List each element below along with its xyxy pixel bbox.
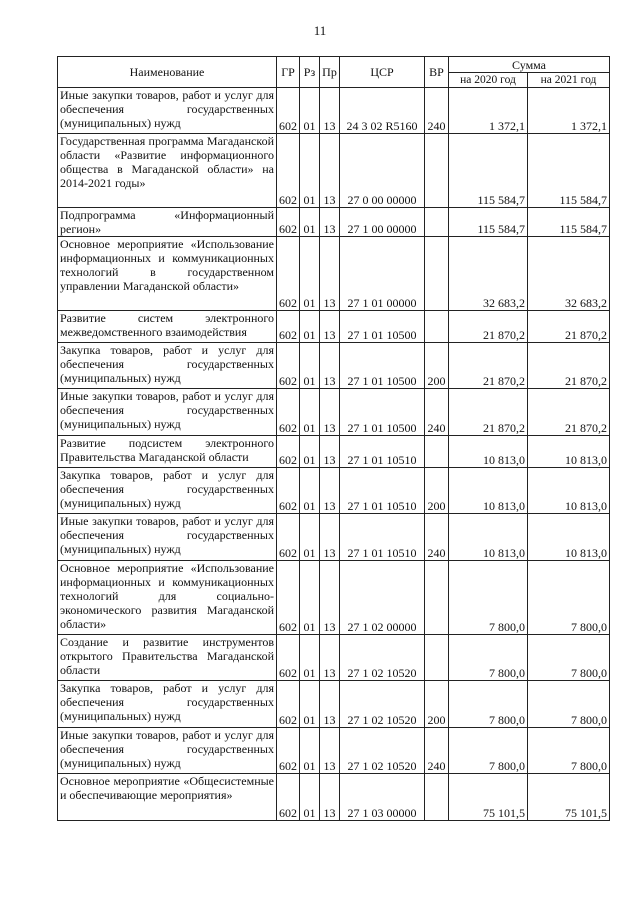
row-gr: 602 <box>277 561 300 635</box>
row-vr <box>425 635 449 681</box>
row-sum-2021: 32 683,2 <box>528 237 610 311</box>
row-sum-2020: 10 813,0 <box>449 514 528 561</box>
header-gr: ГР <box>277 57 300 88</box>
row-sum-2020: 1 372,1 <box>449 88 528 134</box>
row-sum-2021: 7 800,0 <box>528 635 610 681</box>
row-csr: 27 1 01 10510 <box>340 468 425 514</box>
row-rz: 01 <box>300 774 320 821</box>
table-row <box>58 728 610 774</box>
row-csr: 27 1 02 10520 <box>340 681 425 728</box>
row-csr: 27 1 01 00000 <box>340 237 425 311</box>
row-pr: 13 <box>320 343 340 389</box>
row-gr: 602 <box>277 134 300 208</box>
row-name: Иные закупки товаров, работ и услуг для обеспечения государственных (муниципальных) нужд <box>58 389 277 436</box>
table-row <box>58 389 610 436</box>
row-gr: 602 <box>277 681 300 728</box>
row-name: Иные закупки товаров, работ и услуг для обеспечения государственных (муниципальных) нужд <box>58 514 277 561</box>
row-sum-2020: 7 800,0 <box>449 728 528 774</box>
row-pr: 13 <box>320 436 340 468</box>
table-row <box>58 88 610 134</box>
table-row <box>58 514 610 561</box>
table-row <box>58 134 610 208</box>
row-rz: 01 <box>300 468 320 514</box>
row-pr: 13 <box>320 88 340 134</box>
table-row <box>58 468 610 514</box>
row-sum-2020: 10 813,0 <box>449 436 528 468</box>
row-pr: 13 <box>320 774 340 821</box>
row-vr: 200 <box>425 343 449 389</box>
table-header-row <box>58 57 610 73</box>
header-name: Наименование <box>58 57 277 88</box>
row-name: Основное мероприятие «Использование информационных и коммуникационных технологий в государственном управлении Магаданской области» <box>58 237 277 311</box>
row-gr: 602 <box>277 774 300 821</box>
row-sum-2020: 115 584,7 <box>449 134 528 208</box>
header-csr: ЦСР <box>340 57 425 88</box>
row-rz: 01 <box>300 343 320 389</box>
row-sum-2021: 1 372,1 <box>528 88 610 134</box>
row-sum-2020: 115 584,7 <box>449 208 528 237</box>
row-sum-2021: 7 800,0 <box>528 561 610 635</box>
row-gr: 602 <box>277 468 300 514</box>
row-pr: 13 <box>320 311 340 343</box>
row-rz: 01 <box>300 134 320 208</box>
row-sum-2021: 115 584,7 <box>528 134 610 208</box>
row-sum-2021: 10 813,0 <box>528 514 610 561</box>
row-name: Закупка товаров, работ и услуг для обеспечения государственных (муниципальных) нужд <box>58 343 277 389</box>
row-rz: 01 <box>300 208 320 237</box>
row-pr: 13 <box>320 237 340 311</box>
row-pr: 13 <box>320 389 340 436</box>
row-csr: 27 1 02 10520 <box>340 728 425 774</box>
row-vr <box>425 311 449 343</box>
row-name: Развитие систем электронного межведомственного взаимодействия <box>58 311 277 343</box>
row-sum-2021: 7 800,0 <box>528 681 610 728</box>
row-pr: 13 <box>320 514 340 561</box>
table-row <box>58 635 610 681</box>
row-gr: 602 <box>277 728 300 774</box>
table-row <box>58 343 610 389</box>
row-vr <box>425 436 449 468</box>
row-name: Государственная программа Магаданской области «Развитие информационного общества в Магаданской области» на 2014-2021 годы» <box>58 134 277 208</box>
row-sum-2021: 21 870,2 <box>528 311 610 343</box>
row-sum-2020: 7 800,0 <box>449 681 528 728</box>
row-rz: 01 <box>300 237 320 311</box>
row-sum-2020: 32 683,2 <box>449 237 528 311</box>
row-sum-2020: 21 870,2 <box>449 343 528 389</box>
row-name: Подпрограмма «Информационный регион» <box>58 208 277 237</box>
row-vr <box>425 134 449 208</box>
row-name: Основное мероприятие «Использование информационных и коммуникационных технологий для социально-экономического развития Магаданской области» <box>58 561 277 635</box>
row-rz: 01 <box>300 635 320 681</box>
table-row <box>58 561 610 635</box>
row-rz: 01 <box>300 681 320 728</box>
row-name: Создание и развитие инструментов открытого Правительства Магаданской области <box>58 635 277 681</box>
row-csr: 27 1 02 10520 <box>340 635 425 681</box>
row-pr: 13 <box>320 561 340 635</box>
table-row <box>58 681 610 728</box>
row-csr: 27 1 01 10510 <box>340 514 425 561</box>
row-gr: 602 <box>277 88 300 134</box>
table-row <box>58 237 610 311</box>
row-name: Иные закупки товаров, работ и услуг для обеспечения государственных (муниципальных) нужд <box>58 728 277 774</box>
page-number: 11 <box>313 23 327 38</box>
row-vr: 240 <box>425 728 449 774</box>
row-sum-2020: 7 800,0 <box>449 561 528 635</box>
row-pr: 13 <box>320 134 340 208</box>
row-sum-2021: 10 813,0 <box>528 436 610 468</box>
row-gr: 602 <box>277 237 300 311</box>
row-pr: 13 <box>320 728 340 774</box>
row-gr: 602 <box>277 514 300 561</box>
row-name: Закупка товаров, работ и услуг для обеспечения государственных (муниципальных) нужд <box>58 681 277 728</box>
row-gr: 602 <box>277 389 300 436</box>
row-gr: 602 <box>277 208 300 237</box>
table-row <box>58 208 610 237</box>
row-sum-2021: 75 101,5 <box>528 774 610 821</box>
row-rz: 01 <box>300 561 320 635</box>
table-row <box>58 774 610 821</box>
row-gr: 602 <box>277 343 300 389</box>
row-sum-2021: 10 813,0 <box>528 468 610 514</box>
row-vr <box>425 774 449 821</box>
row-vr: 240 <box>425 88 449 134</box>
row-pr: 13 <box>320 468 340 514</box>
row-name: Иные закупки товаров, работ и услуг для обеспечения государственных (муниципальных) нужд <box>58 88 277 134</box>
header-vr: ВР <box>425 57 449 88</box>
table-row <box>58 311 610 343</box>
row-vr <box>425 237 449 311</box>
header-pr: Пр <box>320 57 340 88</box>
row-vr: 240 <box>425 389 449 436</box>
row-vr: 240 <box>425 514 449 561</box>
row-sum-2020: 75 101,5 <box>449 774 528 821</box>
row-sum-2020: 21 870,2 <box>449 389 528 436</box>
budget-table <box>57 56 610 821</box>
row-name: Развитие подсистем электронного Правительства Магаданской области <box>58 436 277 468</box>
row-rz: 01 <box>300 728 320 774</box>
row-gr: 602 <box>277 311 300 343</box>
row-name: Основное мероприятие «Общесистемные и обеспечивающие мероприятия» <box>58 774 277 821</box>
row-sum-2020: 21 870,2 <box>449 311 528 343</box>
row-csr: 27 1 01 10500 <box>340 389 425 436</box>
row-vr: 200 <box>425 681 449 728</box>
header-rz: Рз <box>300 57 320 88</box>
row-csr: 27 1 02 00000 <box>340 561 425 635</box>
row-vr <box>425 561 449 635</box>
row-vr: 200 <box>425 468 449 514</box>
row-rz: 01 <box>300 436 320 468</box>
row-sum-2020: 10 813,0 <box>449 468 528 514</box>
row-csr: 24 3 02 R5160 <box>340 88 425 134</box>
row-csr: 27 1 01 10500 <box>340 343 425 389</box>
row-sum-2020: 7 800,0 <box>449 635 528 681</box>
header-year-2020: на 2020 год <box>449 73 528 88</box>
row-gr: 602 <box>277 436 300 468</box>
row-sum-2021: 21 870,2 <box>528 389 610 436</box>
row-pr: 13 <box>320 208 340 237</box>
header-sum: Сумма <box>449 57 610 73</box>
row-rz: 01 <box>300 88 320 134</box>
row-csr: 27 1 00 00000 <box>340 208 425 237</box>
row-sum-2021: 7 800,0 <box>528 728 610 774</box>
row-csr: 27 0 00 00000 <box>340 134 425 208</box>
row-sum-2021: 115 584,7 <box>528 208 610 237</box>
table-row <box>58 436 610 468</box>
row-sum-2021: 21 870,2 <box>528 343 610 389</box>
row-csr: 27 1 01 10510 <box>340 436 425 468</box>
row-rz: 01 <box>300 389 320 436</box>
row-gr: 602 <box>277 635 300 681</box>
row-csr: 27 1 03 00000 <box>340 774 425 821</box>
row-rz: 01 <box>300 311 320 343</box>
row-csr: 27 1 01 10500 <box>340 311 425 343</box>
row-pr: 13 <box>320 635 340 681</box>
row-pr: 13 <box>320 681 340 728</box>
row-rz: 01 <box>300 514 320 561</box>
row-vr <box>425 208 449 237</box>
row-name: Закупка товаров, работ и услуг для обеспечения государственных (муниципальных) нужд <box>58 468 277 514</box>
header-year-2021: на 2021 год <box>528 73 610 88</box>
